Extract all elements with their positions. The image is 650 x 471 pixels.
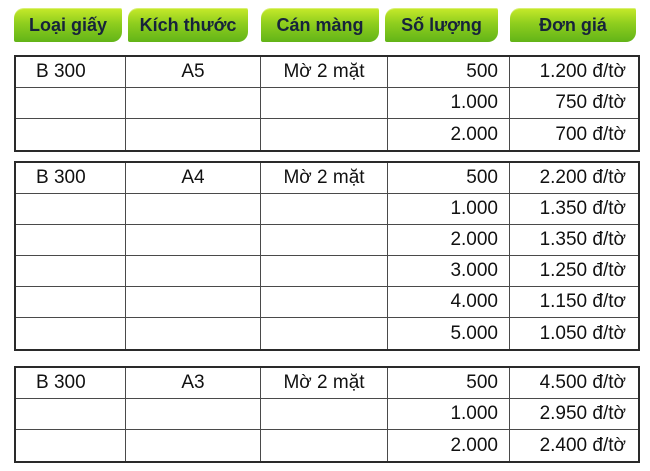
lamination-cell <box>261 194 388 224</box>
table-header <box>0 8 650 44</box>
price-cell: 1.350 đ/tờ <box>539 229 626 250</box>
table-row <box>16 225 638 256</box>
paper-type-cell <box>16 430 126 461</box>
size-cell: A3 <box>126 368 261 398</box>
price-group-a5 <box>14 55 640 152</box>
price-group-a3 <box>14 366 640 463</box>
paper-type-cell <box>16 225 126 255</box>
quantity-cell: 1.000 <box>388 88 510 118</box>
header-size: Kích thước <box>128 8 248 42</box>
paper-type-cell <box>16 287 126 317</box>
paper-type-cell: B 300 <box>16 368 126 398</box>
paper-type-cell <box>16 256 126 286</box>
price-cell: 2.950 đ/tờ <box>539 403 626 424</box>
price-cell: 2.200 đ/tờ <box>539 167 626 188</box>
size-cell <box>126 399 261 429</box>
table-row <box>16 163 638 194</box>
price-cell: 700 đ/tờ <box>555 123 626 145</box>
size-cell <box>126 430 261 461</box>
size-cell <box>126 256 261 286</box>
price-cell: 4.500 đ/tờ <box>539 372 626 393</box>
quantity-cell: 500 <box>388 368 510 398</box>
lamination-cell <box>261 287 388 317</box>
size-cell <box>126 119 261 150</box>
paper-type-cell: B 300 <box>16 163 126 193</box>
table-row <box>16 318 638 349</box>
paper-type-cell <box>16 399 126 429</box>
price-group-a4 <box>14 161 640 351</box>
table-row <box>16 119 638 150</box>
size-cell: A4 <box>126 163 261 193</box>
quantity-cell: 5.000 <box>388 318 510 349</box>
paper-type-cell: B 300 <box>16 57 126 87</box>
quantity-cell: 2.000 <box>388 119 510 150</box>
lamination-cell <box>261 225 388 255</box>
price-cell: 1.050 đ/tờ <box>539 322 626 344</box>
lamination-cell <box>261 119 388 150</box>
lamination-cell: Mờ 2 mặt <box>261 57 388 87</box>
paper-type-cell <box>16 194 126 224</box>
table-row <box>16 194 638 225</box>
quantity-cell: 500 <box>388 163 510 193</box>
header-lamination: Cán màng <box>261 8 379 42</box>
quantity-cell: 4.000 <box>388 287 510 317</box>
paper-type-cell <box>16 318 126 349</box>
size-cell <box>126 194 261 224</box>
quantity-cell: 2.000 <box>388 225 510 255</box>
price-cell: 750 đ/tờ <box>555 92 626 113</box>
paper-type-cell <box>16 119 126 150</box>
price-cell: 1.150 đ/tơ <box>539 291 626 312</box>
price-cell: 1.350 đ/tờ <box>539 198 626 219</box>
lamination-cell <box>261 256 388 286</box>
lamination-cell <box>261 430 388 461</box>
table-row <box>16 287 638 318</box>
table-row <box>16 256 638 287</box>
lamination-cell <box>261 88 388 118</box>
table-row <box>16 399 638 430</box>
lamination-cell <box>261 399 388 429</box>
quantity-cell: 2.000 <box>388 430 510 461</box>
size-cell <box>126 318 261 349</box>
size-cell: A5 <box>126 57 261 87</box>
price-cell: 2.400 đ/tờ <box>539 434 626 456</box>
price-cell: 1.200 đ/tờ <box>539 61 626 82</box>
paper-type-cell <box>16 88 126 118</box>
size-cell <box>126 225 261 255</box>
lamination-cell: Mờ 2 mặt <box>261 163 388 193</box>
table-row <box>16 57 638 88</box>
table-row <box>16 368 638 399</box>
quantity-cell: 3.000 <box>388 256 510 286</box>
lamination-cell: Mờ 2 mặt <box>261 368 388 398</box>
size-cell <box>126 88 261 118</box>
header-paper-type: Loại giấy <box>14 8 122 42</box>
header-unit-price: Đơn giá <box>510 8 636 42</box>
quantity-cell: 1.000 <box>388 399 510 429</box>
lamination-cell <box>261 318 388 349</box>
quantity-cell: 500 <box>388 57 510 87</box>
table-row <box>16 430 638 461</box>
price-cell: 1.250 đ/tờ <box>539 260 626 281</box>
quantity-cell: 1.000 <box>388 194 510 224</box>
table-row <box>16 88 638 119</box>
header-quantity: Số lượng <box>385 8 498 42</box>
size-cell <box>126 287 261 317</box>
